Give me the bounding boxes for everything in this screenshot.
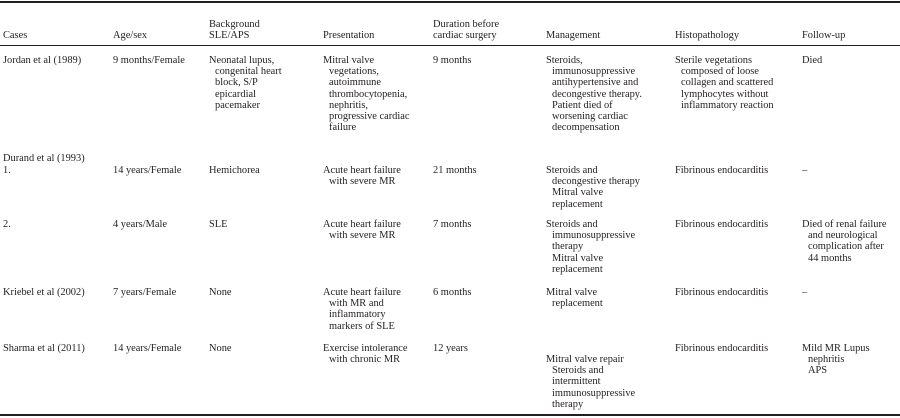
cell-duration-line: 6 months xyxy=(433,287,472,298)
cell-duration-line: 7 months xyxy=(433,219,472,230)
column-header-age-sex-line: Age/sex xyxy=(113,29,148,41)
cell-cases xyxy=(3,165,11,176)
cell-duration xyxy=(433,165,477,176)
cell-management-line: therapy xyxy=(552,398,584,410)
cell-presentation-line: progressive cardiac xyxy=(329,111,410,123)
cell-background-line: None xyxy=(209,287,232,298)
cell-presentation-line: Acute heart failure xyxy=(323,287,401,298)
column-header-duration-line: cardiac surgery xyxy=(433,29,497,41)
cell-presentation xyxy=(323,287,401,332)
cell-histopathology-line: Fibrinous endocarditis xyxy=(675,343,769,354)
cell-duration xyxy=(433,343,468,354)
cell-background xyxy=(209,165,260,176)
cell-follow-up xyxy=(802,165,807,176)
cell-management-line: Steroids and xyxy=(552,365,604,377)
cell-histopathology-line: inflammatory reaction xyxy=(681,99,774,111)
cell-duration-line: 12 years xyxy=(433,343,468,354)
cell-management xyxy=(546,219,635,275)
cell-follow-up-line: Died xyxy=(802,55,823,66)
cell-presentation xyxy=(323,165,401,187)
cell-management-line: decongestive therapy xyxy=(552,176,640,188)
cell-follow-up-line: – xyxy=(802,287,808,298)
cell-follow-up xyxy=(802,219,887,264)
cell-cases xyxy=(3,343,85,354)
cell-follow-up-line: nephritis xyxy=(808,354,845,366)
cell-background xyxy=(209,287,232,298)
column-header-cases-line: Cases xyxy=(3,29,28,41)
cell-cases xyxy=(3,287,85,298)
cell-background xyxy=(209,343,232,354)
column-header-duration-line: Duration before xyxy=(433,18,500,30)
cell-management-line: Patient died of xyxy=(552,99,613,111)
cell-management-line: Steroids and xyxy=(546,165,598,176)
cell-presentation-line: Exercise intolerance xyxy=(323,343,408,354)
cell-age-sex xyxy=(113,287,176,298)
cell-histopathology-line: composed of loose xyxy=(681,66,759,78)
column-header-presentation-line: Presentation xyxy=(323,29,375,41)
cell-age-sex xyxy=(113,219,167,230)
cell-cases-line: Sharma et al (2011) xyxy=(3,343,85,354)
cell-cases xyxy=(3,219,11,230)
cell-cases-line: 1. xyxy=(3,165,11,176)
cell-management-line: Steroids and xyxy=(546,219,598,230)
cell-histopathology-line: lymphocytes without xyxy=(681,88,769,100)
cell-presentation-line: vegetations, xyxy=(329,66,379,78)
cell-presentation xyxy=(323,219,401,241)
table-bottom-rule xyxy=(0,414,900,416)
cell-presentation-line: autoimmune xyxy=(329,77,381,89)
cell-management-line: decompensation xyxy=(552,122,620,134)
cell-histopathology-line: Fibrinous endocarditis xyxy=(675,165,769,176)
cell-age-sex-line: 4 years/Male xyxy=(113,219,167,230)
cell-cases xyxy=(3,55,81,66)
cell-management-line: worsening cardiac xyxy=(552,111,628,123)
cell-background xyxy=(209,219,227,230)
cell-age-sex-line: 7 years/Female xyxy=(113,287,177,298)
cell-histopathology-line: Fibrinous endocarditis xyxy=(675,219,769,230)
cell-presentation-line: Mitral valve xyxy=(323,55,375,66)
column-header-histopathology xyxy=(675,30,739,41)
cell-follow-up-line: – xyxy=(802,165,808,176)
cell-duration xyxy=(433,55,471,66)
cell-management-line: intermittent xyxy=(552,376,601,388)
column-header-presentation xyxy=(323,30,374,41)
cell-age-sex xyxy=(113,343,181,354)
cell-follow-up-line: APS xyxy=(808,365,828,377)
cell-management-line: immunosuppressive xyxy=(552,66,636,78)
cell-follow-up-line: Mild MR Lupus xyxy=(802,343,870,354)
column-header-follow-up xyxy=(802,30,845,41)
cell-background-line: congenital heart xyxy=(215,66,282,78)
cell-age-sex-line: 9 months/Female xyxy=(113,55,185,66)
table-top-rule xyxy=(0,1,900,3)
column-header-duration xyxy=(433,19,499,41)
cell-management xyxy=(546,287,603,309)
cell-background-line: None xyxy=(209,343,232,354)
cell-duration-line: 21 months xyxy=(433,165,477,176)
cell-management-line: replacement xyxy=(552,263,603,275)
cell-management-line: Mitral valve xyxy=(552,187,604,199)
cell-histopathology-line: collagen and scattered xyxy=(681,77,774,89)
cell-follow-up xyxy=(802,287,807,298)
cell-age-sex xyxy=(113,55,185,66)
cell-histopathology xyxy=(675,287,768,298)
cell-background-line: SLE xyxy=(209,219,228,230)
cell-management-line: therapy xyxy=(552,241,584,253)
cell-cases-line: Jordan et al (1989) xyxy=(3,55,82,66)
cell-age-sex-line: 14 years/Female xyxy=(113,165,182,176)
column-header-background-line: SLE/APS xyxy=(209,29,250,41)
cell-follow-up-line: and neurological xyxy=(808,230,878,242)
cell-follow-up-line: 44 months xyxy=(808,252,852,264)
cell-management xyxy=(546,354,635,410)
column-header-cases xyxy=(3,30,27,41)
cell-background-line: pacemaker xyxy=(215,99,260,111)
cell-management-line: Mitral valve xyxy=(552,252,604,264)
cell-management-line: antihypertensive and xyxy=(552,77,639,89)
cell-histopathology xyxy=(675,343,768,354)
cell-presentation-line: with chronic MR xyxy=(329,354,400,366)
cell-management-line: Steroids, xyxy=(546,55,583,66)
cell-duration xyxy=(433,219,471,230)
table-header-rule xyxy=(0,45,900,46)
cell-follow-up xyxy=(802,55,822,66)
cell-duration xyxy=(433,287,471,298)
cell-background-line: Hemichorea xyxy=(209,165,260,176)
cell-management-line: immunosuppressive xyxy=(552,387,636,399)
cell-follow-up-line: Died of renal failure xyxy=(802,219,887,230)
cell-duration-line: 9 months xyxy=(433,55,472,66)
cell-management-line: immunosuppressive xyxy=(552,230,636,242)
cell-cases xyxy=(3,153,85,164)
cell-histopathology-line: Fibrinous endocarditis xyxy=(675,287,769,298)
cell-background-line: Neonatal lupus, xyxy=(209,55,275,66)
cell-presentation-line: Acute heart failure xyxy=(323,165,401,176)
cell-presentation-line: thrombocytopenia, xyxy=(329,88,408,100)
cell-presentation-line: with MR and xyxy=(329,298,384,310)
cell-presentation-line: Acute heart failure xyxy=(323,219,401,230)
cell-follow-up xyxy=(802,343,870,377)
cell-background-line: epicardial xyxy=(215,88,256,100)
cell-management xyxy=(546,55,642,133)
cell-presentation-line: with severe MR xyxy=(329,176,396,188)
cell-management-line: replacement xyxy=(552,198,603,210)
cell-management-line: decongestive therapy. xyxy=(552,88,642,100)
cell-presentation-line: markers of SLE xyxy=(329,320,395,332)
cell-histopathology xyxy=(675,55,774,111)
cell-presentation-line: nephritis, xyxy=(329,99,368,111)
cell-age-sex-line: 14 years/Female xyxy=(113,343,182,354)
cell-management xyxy=(546,165,640,210)
cell-presentation xyxy=(323,55,410,133)
cell-histopathology-line: Sterile vegetations xyxy=(675,55,753,66)
column-header-age-sex xyxy=(113,30,147,41)
cell-age-sex xyxy=(113,165,181,176)
column-header-management xyxy=(546,30,600,41)
cell-histopathology xyxy=(675,165,768,176)
cell-follow-up-line: complication after xyxy=(808,241,884,253)
cell-presentation-line: inflammatory xyxy=(329,309,386,321)
cell-cases-line: Kriebel et al (2002) xyxy=(3,287,85,298)
cell-management-line: Mitral valve repair xyxy=(546,354,624,365)
cell-presentation xyxy=(323,343,408,365)
column-header-histopathology-line: Histopathology xyxy=(675,29,740,41)
cell-presentation-line: with severe MR xyxy=(329,230,396,242)
cell-management-line: replacement xyxy=(552,298,603,310)
column-header-management-line: Management xyxy=(546,29,601,41)
cell-cases-line: 2. xyxy=(3,219,11,230)
column-header-background-line: Background xyxy=(209,18,260,30)
cell-background-line: block, S/P xyxy=(215,77,258,89)
cell-management-line: Mitral valve xyxy=(546,287,598,298)
column-header-background xyxy=(209,19,260,41)
cell-histopathology xyxy=(675,219,768,230)
cell-presentation-line: failure xyxy=(329,122,357,134)
column-header-follow-up-line: Follow-up xyxy=(802,29,846,41)
cell-cases-line: Durand et al (1993) xyxy=(3,153,85,164)
cell-background xyxy=(209,55,282,111)
